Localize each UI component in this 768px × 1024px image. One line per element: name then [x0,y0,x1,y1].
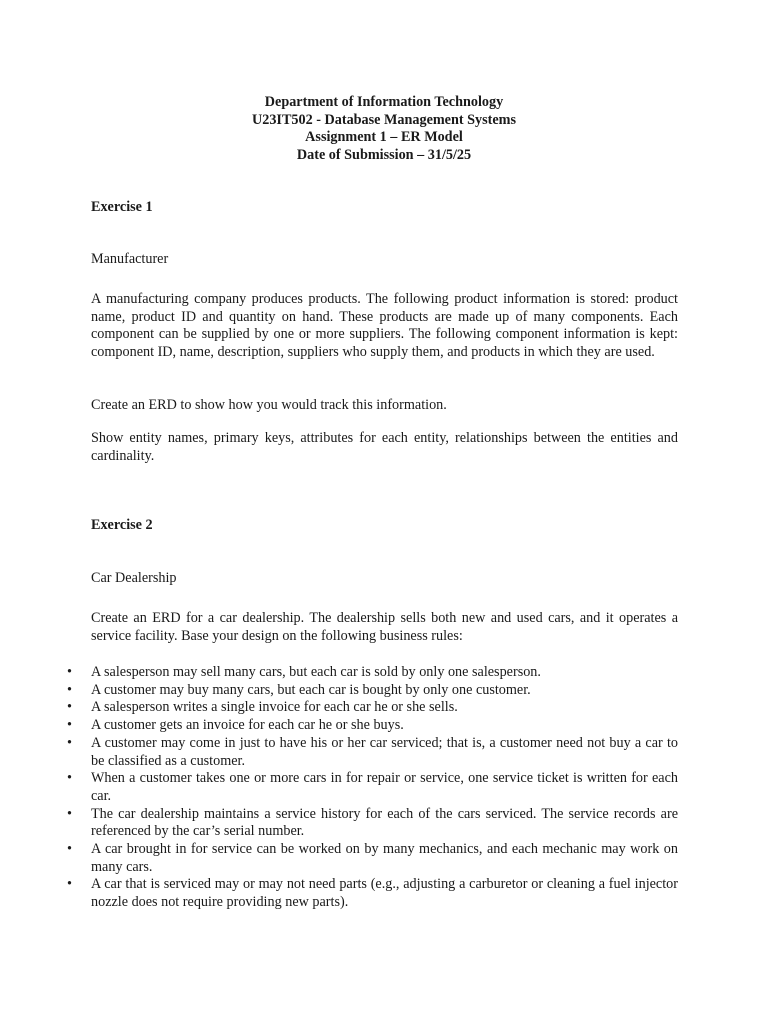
exercise-1-paragraph-2: Create an ERD to show how you would track this information. [91,397,447,413]
exercise-2-subtitle: Car Dealership [91,570,177,586]
document-header [0,94,768,165]
list-item: • A car brought in for service can be worked on by many mechanics, and each mechanic may work on many cars. [91,841,678,876]
list-item: • A salesperson may sell many cars, but each car is sold by only one salesperson. [91,664,678,682]
exercise-2-intro: Create an ERD for a car dealership. The dealership sells both new and used cars, and it operates a service facility. Base your design on the following business rules: [91,610,678,644]
list-item: • A customer may come in just to have his or her car serviced; that is, a customer need not buy a car to be classified as a customer. [91,735,678,770]
list-item: • A salesperson writes a single invoice for each car he or she sells. [91,699,678,717]
list-item: • The car dealership maintains a service history for each of the cars serviced. The service records are referenced by the car’s serial number. [91,806,678,841]
exercise-1-paragraph-3: Show entity names, primary keys, attributes for each entity, relationships between the entities and cardinality. [91,430,678,464]
business-rules-list [91,664,678,912]
exercise-1-subtitle: Manufacturer [91,251,169,267]
submission-date: Date of Submission – 31/5/25 [296,147,472,164]
course-title: U23IT502 - Database Management Systems [251,111,517,128]
list-item: • A customer may buy many cars, but each car is bought by only one customer. [91,682,678,700]
exercise-2-heading: Exercise 2 [91,517,153,533]
assignment-title: Assignment 1 – ER Model [305,129,463,146]
list-item: • When a customer takes one or more cars in for repair or service, one service ticket is written for each car. [91,770,678,805]
list-item: • A car that is serviced may or may not need parts (e.g., adjusting a carburetor or cleaning a fuel injector nozzle does not require providing new parts). [91,876,678,911]
exercise-1-heading: Exercise 1 [91,199,153,215]
list-item: • A customer gets an invoice for each car he or she buys. [91,717,678,735]
exercise-1-paragraph-1: A manufacturing company produces products. The following product information is stored: product name, product ID and quantity on hand. These products are made up of many components. Each component can be supplied by one or more suppliers. The following component information is kept: component ID, name, description, suppliers who supply them, and products in which they are used. [91,291,678,361]
department-title: Department of Information Technology [264,94,504,110]
